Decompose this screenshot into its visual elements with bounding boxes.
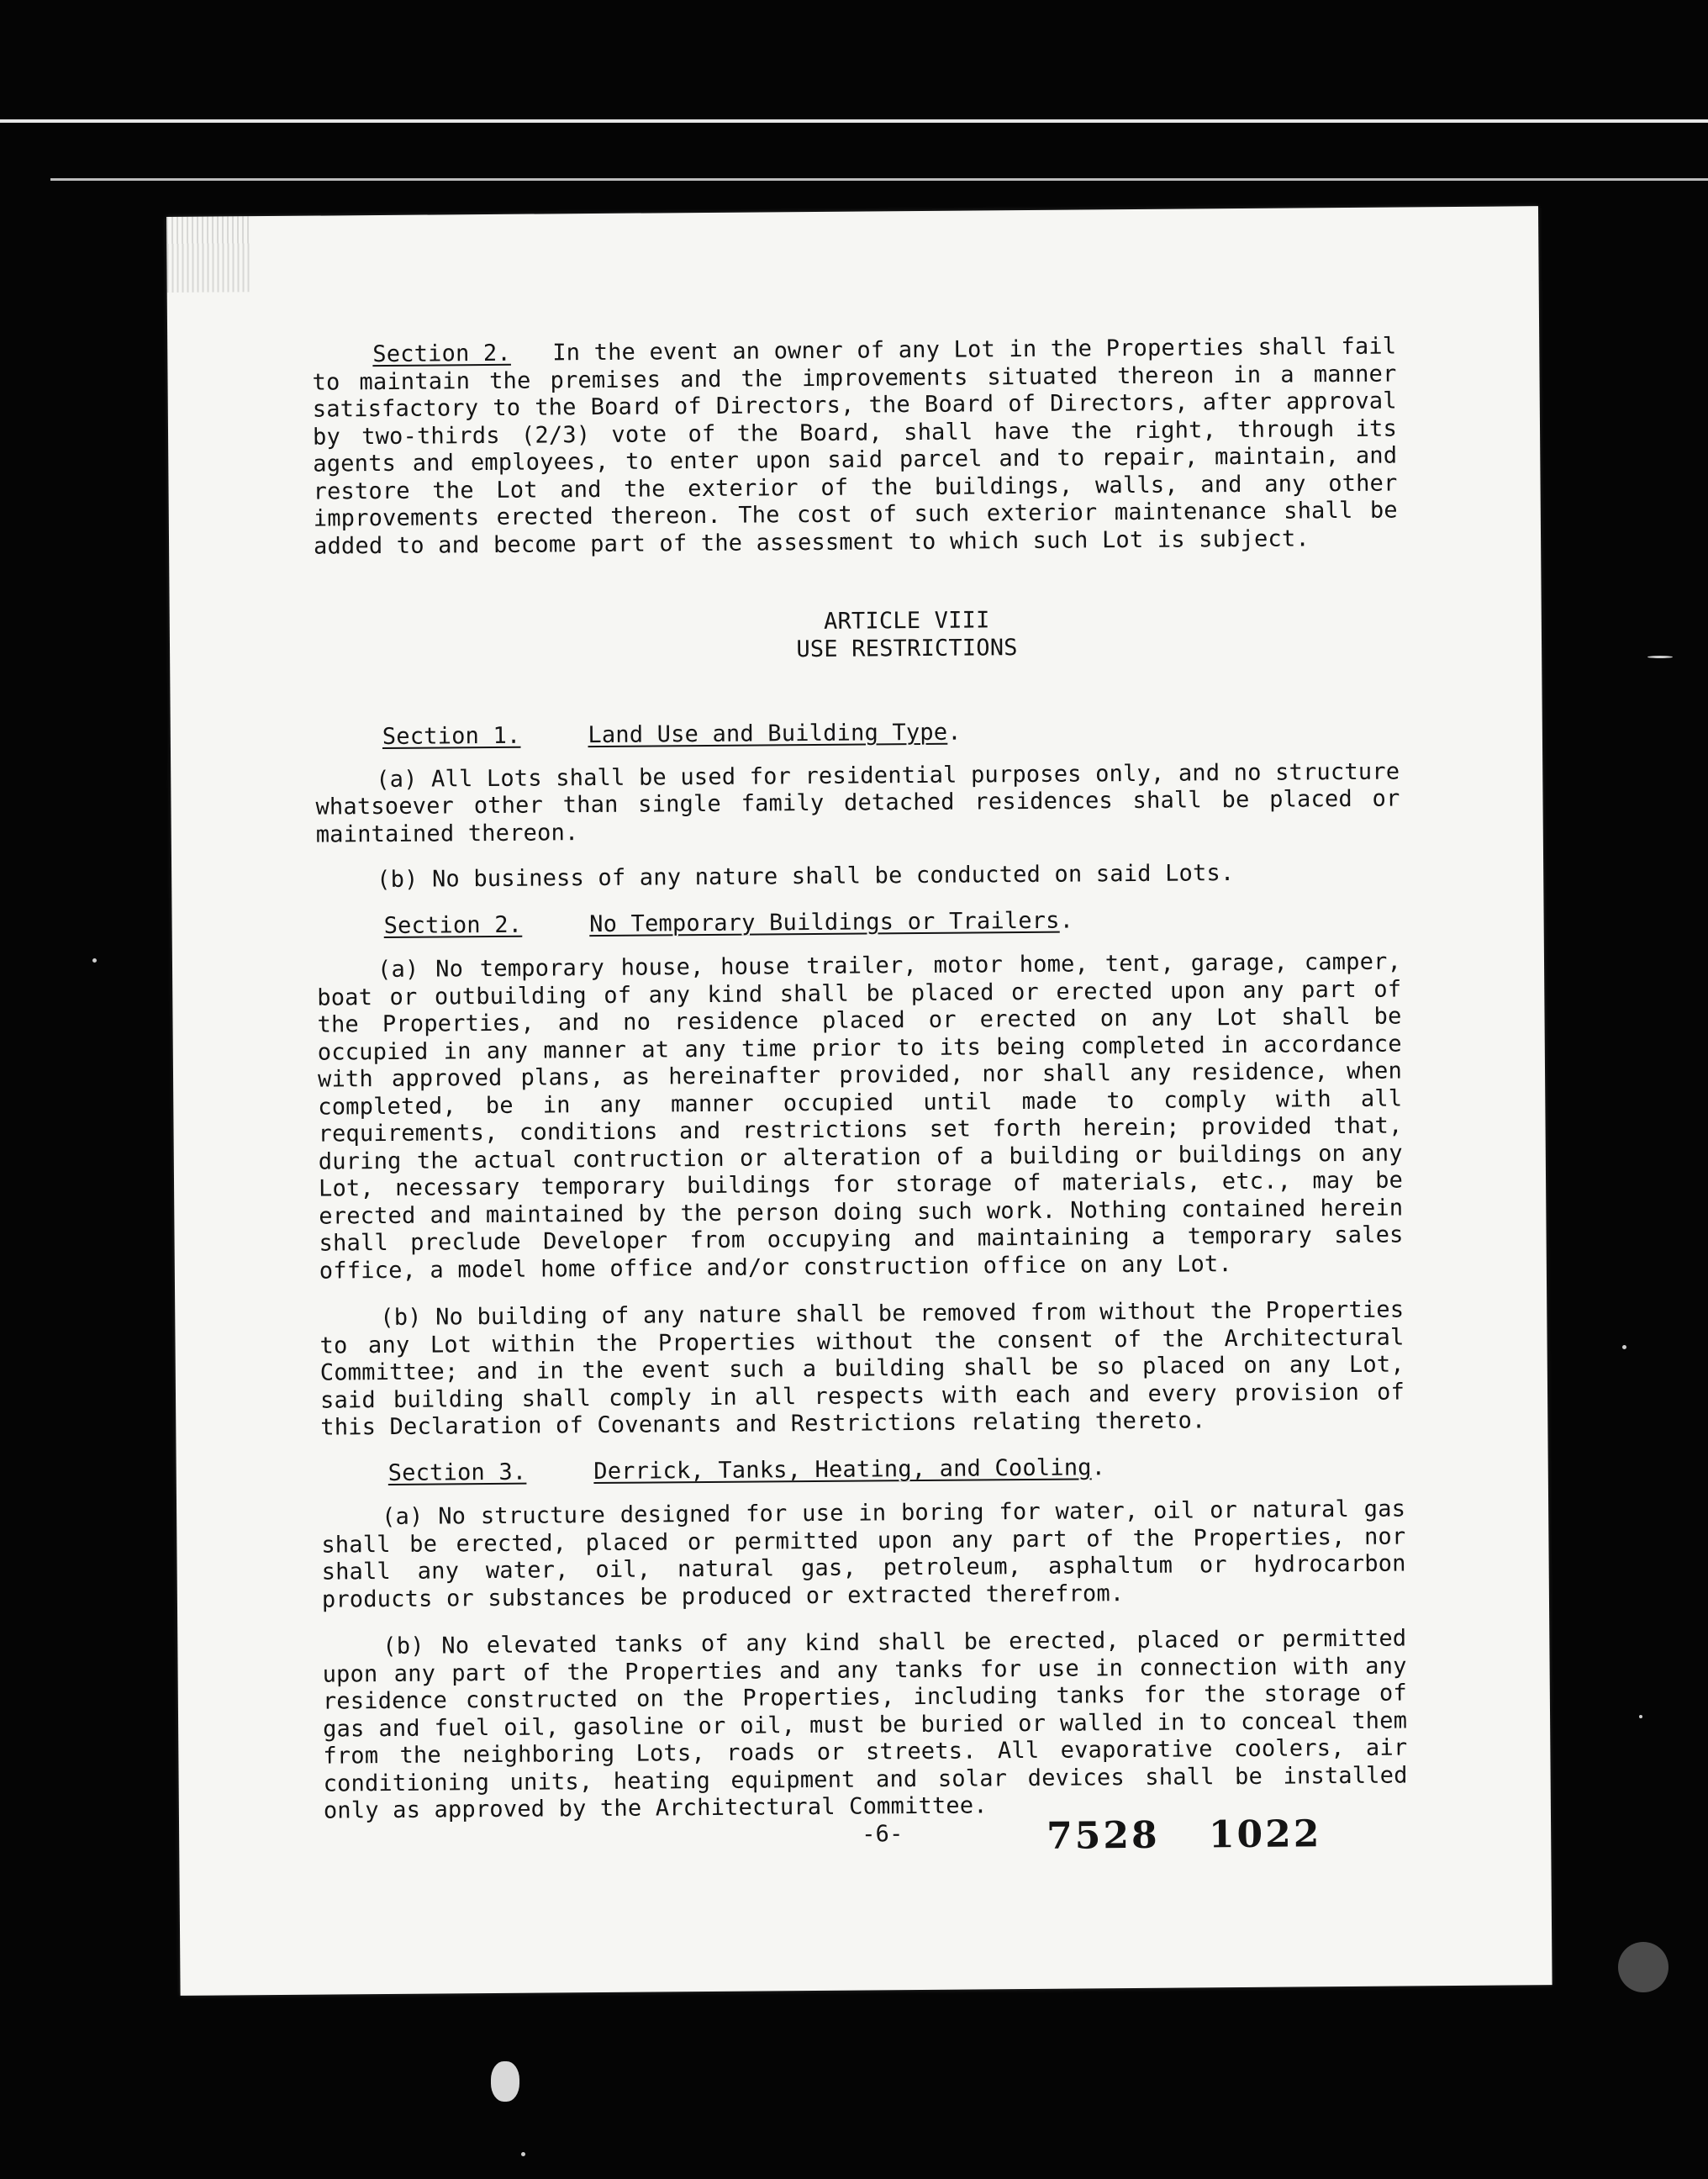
paragraph-text: In the event an owner of any Lot in the Properties shall fail to maintain the premises and the improvements situated thereon in a manner satisfactory to the Board of Directors, the Board of Directors, after approval by two-thirds (2/3) vote of the Board, shall have the right, through its agents and employees, to enter upon said parcel and to repair, maintain, and restore the Lot and the exterior of the buildings, walls, and any other improvements erected thereon. The cost of such exterior maintenance shall be added to and become part of the assessment to which such Lot is subject.: [312, 333, 1398, 560]
recording-reference: [1046, 1812, 1322, 1858]
section-title: No Temporary Buildings or Trailers: [589, 907, 1060, 937]
article-title: USE RESTRICTIONS: [796, 634, 1018, 662]
paragraph: (a) No temporary house, house trailer, motor home, tent, garage, camper, boat or outbuilding of any kind shall be placed or erected upon any part of the Properties, and no residence placed or erected on any Lot shall be occupied in any manner at any time prior to its being completed in accordance with approved plans, as hereinafter provided, nor shall any residence, when completed, be in any manner occupied until made to comply with all requirements, conditions and restrictions set forth herein; provided that, during the actual contruction or alteration of a building or buildings on any Lot, necessary temporary buildings for storage of materials, etc., may be erected and maintained by the person doing such work. Nothing contained herein shall preclude Developer from occupying and maintaining a temporary sales office, a model home office and/or construction office on any Lot.: [317, 948, 1404, 1285]
article-number: ARTICLE VIII: [823, 607, 990, 635]
paragraph: (b) No elevated tanks of any kind shall be erected, placed or permitted upon any part of the Properties and any tanks for use in connection with any residence constructed on the Properties, including tanks for the storage of gas and fuel oil, gasoline or oil, must be buried or walled in to conceal them from the neighboring Lots, roads or streets. All evaporative coolers, air conditioning units, heating equipment and solar devices shall be installed only as approved by the Architectural Committee.: [322, 1625, 1408, 1824]
section-label: Section 2.: [372, 340, 511, 368]
recording-page-number: 1022: [1208, 1812, 1322, 1856]
scan-speck: [92, 958, 97, 963]
section-heading: Section 3. Derrick, Tanks, Heating, and Cooling.: [387, 1454, 1106, 1486]
page-number: -6-: [862, 1820, 904, 1848]
scan-speck: [1622, 1345, 1626, 1349]
binder-hole: [491, 2061, 519, 2102]
scan-speck: [521, 2152, 525, 2156]
maintenance-paragraph: [312, 334, 1398, 561]
section-label: Section 3.: [387, 1459, 527, 1486]
section-title: Derrick, Tanks, Heating, and Cooling: [593, 1454, 1092, 1485]
scan-noise: [166, 216, 251, 293]
section-label: Section 1.: [382, 722, 521, 751]
paragraph: (a) All Lots shall be used for residential purposes only, and no structure whatsoever other than single family detached residences shall be placed or maintained thereon.: [315, 757, 1400, 848]
paragraph: (b) No business of any nature shall be conducted on said Lots.: [377, 860, 1235, 894]
page-content: [312, 334, 1408, 1868]
section-label: Section 2.: [383, 911, 523, 939]
scan-border-line: [50, 178, 1708, 181]
document-page: [166, 206, 1552, 1996]
section-heading: Section 1. Land Use and Building Type.: [382, 719, 962, 751]
scan-speck: [1618, 1942, 1668, 1992]
paragraph: (a) No structure designed for use in boring for water, oil or natural gas shall be erected, placed or permitted upon any part of the Properties, nor shall any water, oil, natural gas, petroleum, asphaltum or hydrocarbon products or substances be produced or extracted therefrom.: [321, 1496, 1406, 1613]
section-heading: Section 2. No Temporary Buildings or Trailers.: [383, 907, 1074, 939]
scan-border-line: [0, 119, 1708, 123]
scan-speck: [1639, 1715, 1642, 1718]
paragraph: (b) No building of any nature shall be removed from without the Properties to any Lot within the Properties without the consent of the Architectural Committee; and in the event such a building shall be so placed on any Lot, said building shall comply in all respects with each and every provision of this Declaration of Covenants and Restrictions relating thereto.: [319, 1296, 1405, 1441]
page-footer: [324, 1812, 1408, 1867]
section-title: Land Use and Building Type: [588, 719, 948, 749]
book-number: 7528: [1046, 1813, 1160, 1858]
scan-speck: [1647, 656, 1673, 658]
